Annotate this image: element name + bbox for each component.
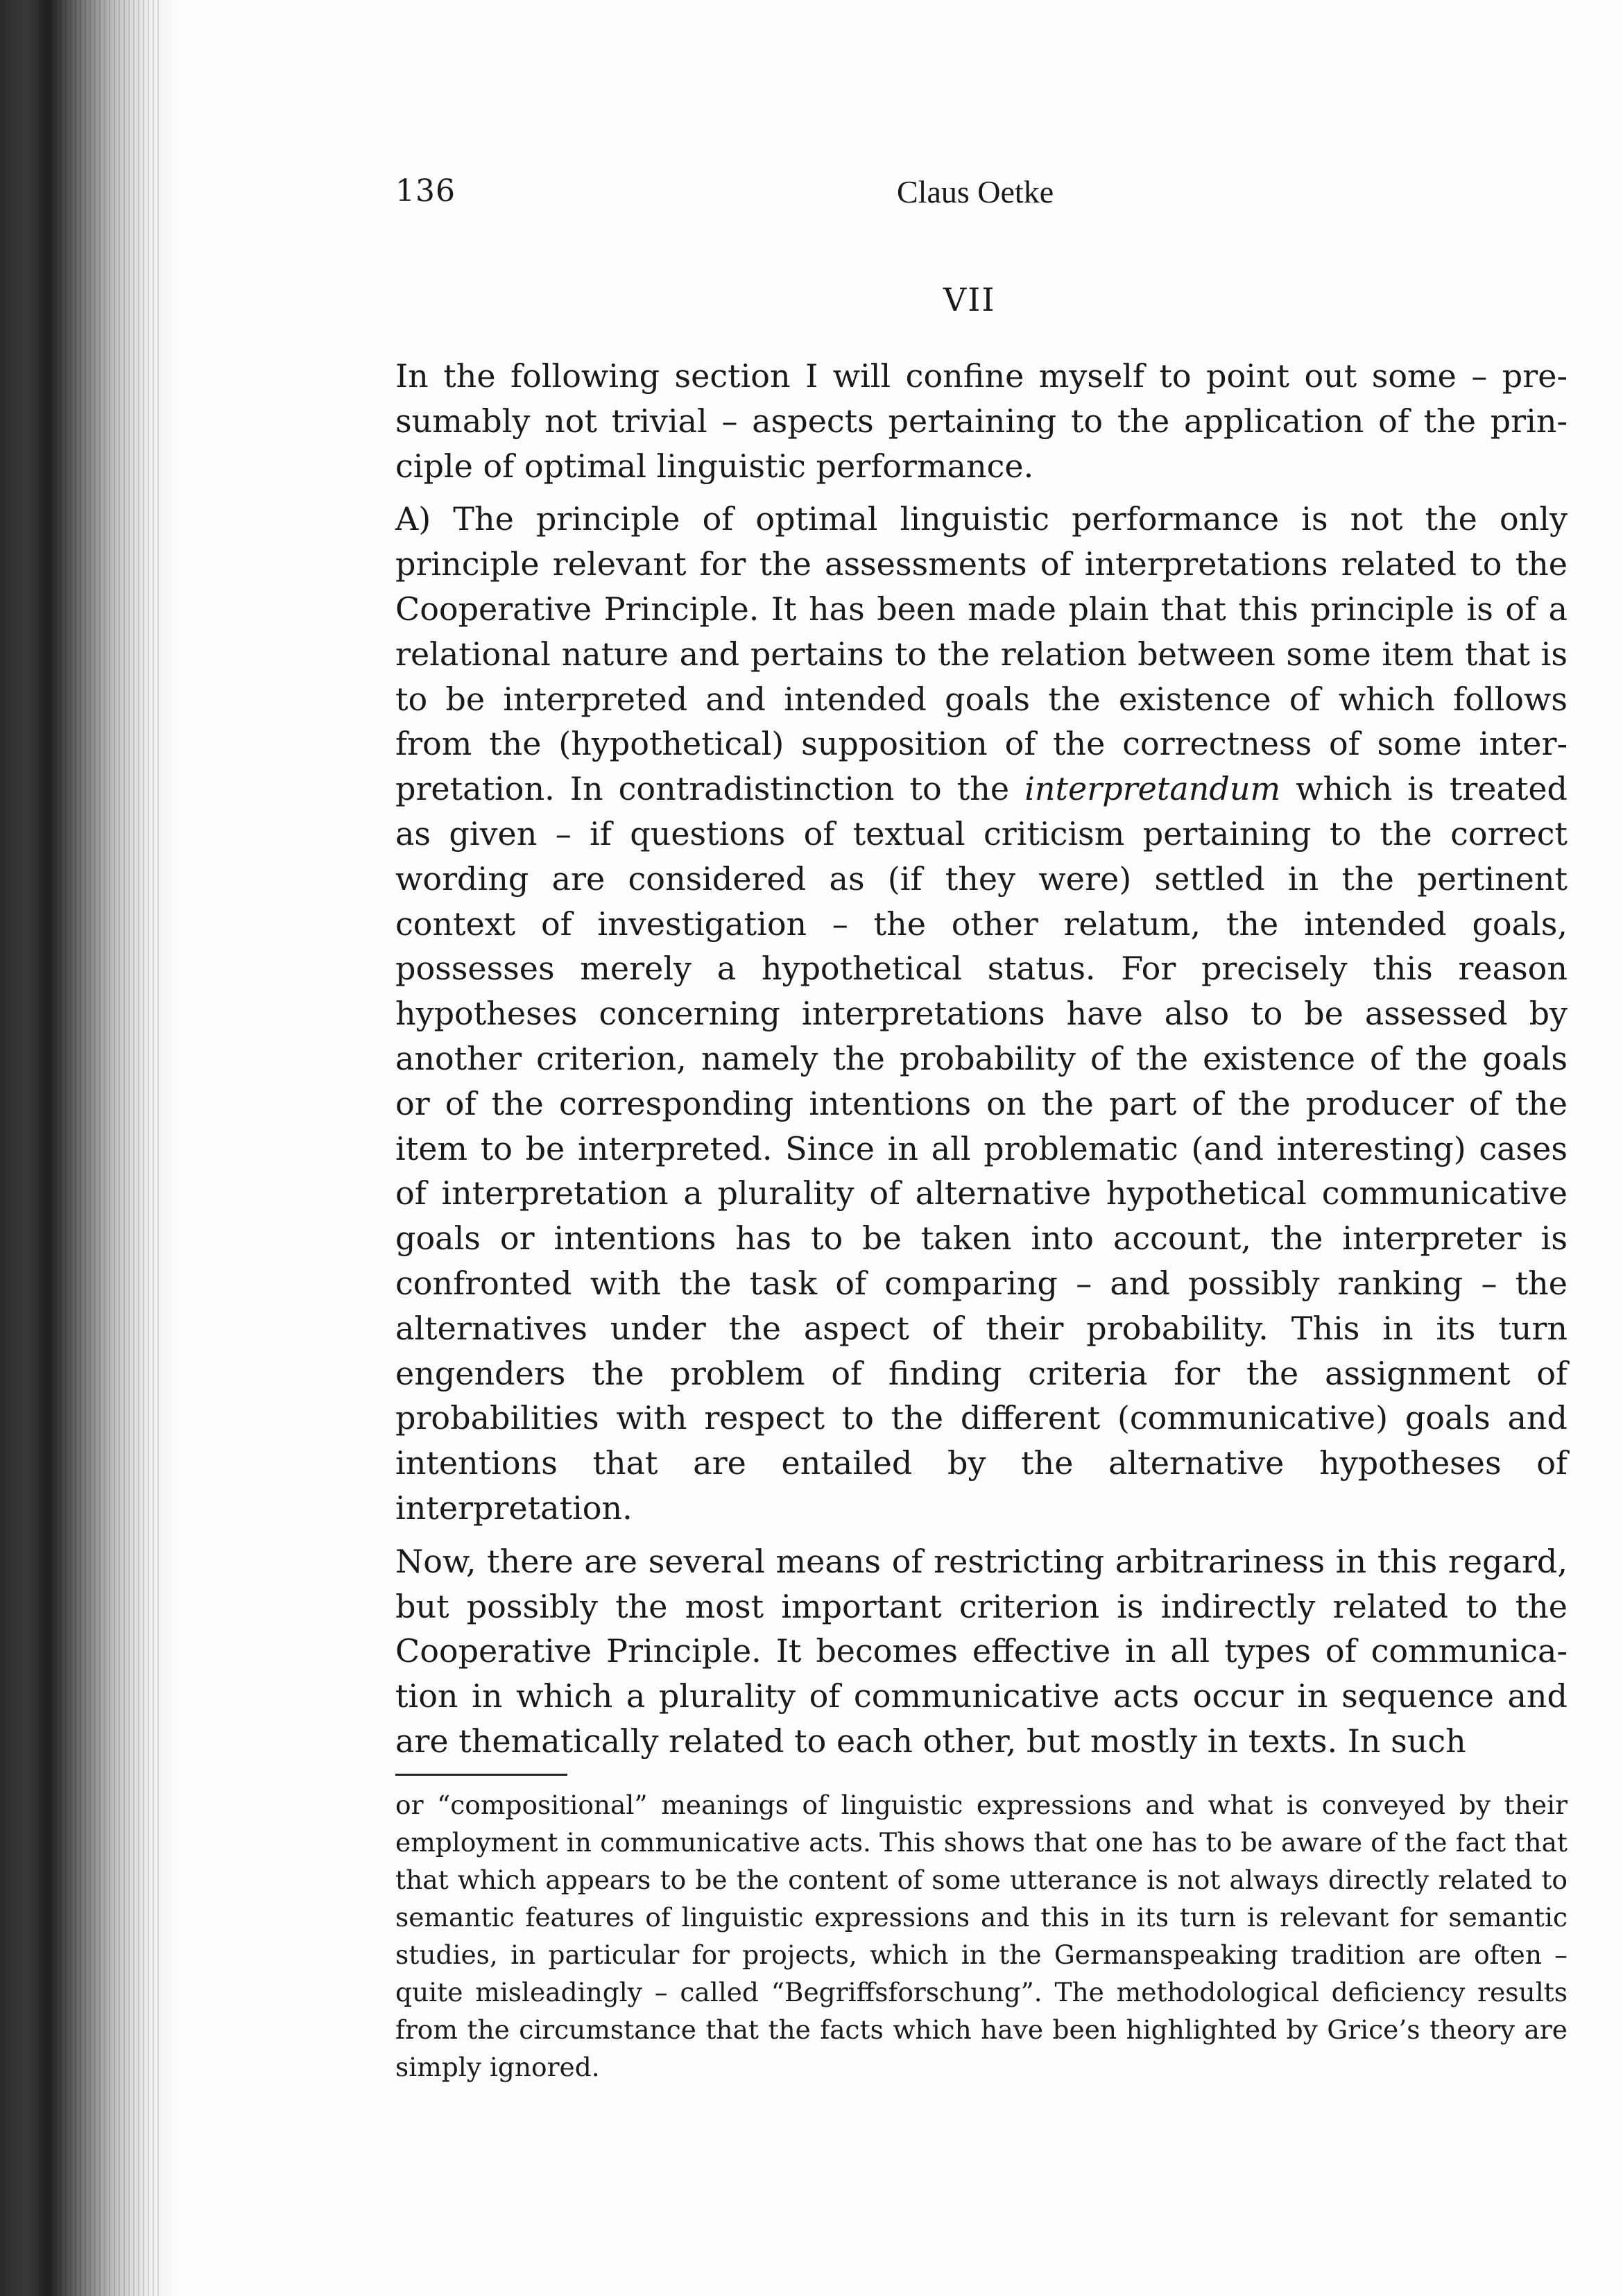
paragraph-intro: In the following section I will confine myself to point out some – presumably not trivial – aspects pertaining to the application of the principle of optimal linguistic performance. xyxy=(395,357,1568,485)
footnote-rule xyxy=(395,1774,567,1776)
italic-term: interpretandum xyxy=(1024,770,1281,808)
paragraph-a-part-1: A) The principle of optimal linguistic performance is not the only principle relevant for the assessments of interpretations related to the Cooperative Principle. It has been made plain that this principle is of a relational nature and pertains to the relation between some item that is to be interpreted and intended goals the existence of which follows from the (hypothetical) supposition of the correctness of some interpretation. In contradistinction to the xyxy=(395,500,1568,808)
section-title: VII xyxy=(943,281,996,318)
running-head xyxy=(395,173,1568,222)
footnote-text: or “compositional” meanings of linguistic expressions and what is conveyed by their employment in communicative acts. This shows that one has to be aware of the fact that that which appears to be the content of some utterance is not always directly related to semantic features of linguistic expressions and this in its turn is relevant for semantic studies, in particular for projects, which in the Germanspeaking tradition are often – quite misleadingly – called “Begriffsforschung”. The methodological deficiency results from the circumstance that the facts which have been highlighted by Grice’s theory are simply ignored. xyxy=(395,1790,1568,2082)
paragraph-a xyxy=(395,497,1568,1530)
running-head-author: Claus Oetke xyxy=(897,174,1054,209)
paragraph-now: Now, there are several means of restricting arbitrariness in this regard, but possibly the most important criterion is indirectly related to the Cooperative Principle. It becomes effective in all types of communication in which a plurality of communicative acts occur in sequence and are thematically related to each other, but mostly in texts. In such xyxy=(395,1542,1568,1760)
footnote xyxy=(395,1786,1568,2086)
book-page xyxy=(395,173,1568,2082)
page-number: 136 xyxy=(395,173,456,209)
binding-scan-artifact xyxy=(55,0,160,2296)
paragraph-a-part-2: which is treated as given – if questions of textual criticism pertaining to the correct wording are considered as (if they were) settled in the pertinent context of investigation – the other relatum, the intended goals, possesses merely a hypothetical status. For precisely this reason hypotheses concerning interpretations have also to be assessed by another criterion, namely the probability of the existence of the goals or of the corresponding intentions on the part of the producer of the item to be interpreted. Since in all problematic (and interesting) cases of interpretation a plurality of alternative hypothetical communicative goals or intentions has to be taken into account, the interpreter is confronted with the task of comparing – and possibly ranking – the alternatives under the aspect of their probability. This in its turn engenders the problem of finding criteria for the assignment of probabilities with respect to the different (communicative) goals and intentions that are entailed by the alternative hypotheses of interpretation. xyxy=(395,770,1568,1527)
body-text xyxy=(395,354,1568,1772)
